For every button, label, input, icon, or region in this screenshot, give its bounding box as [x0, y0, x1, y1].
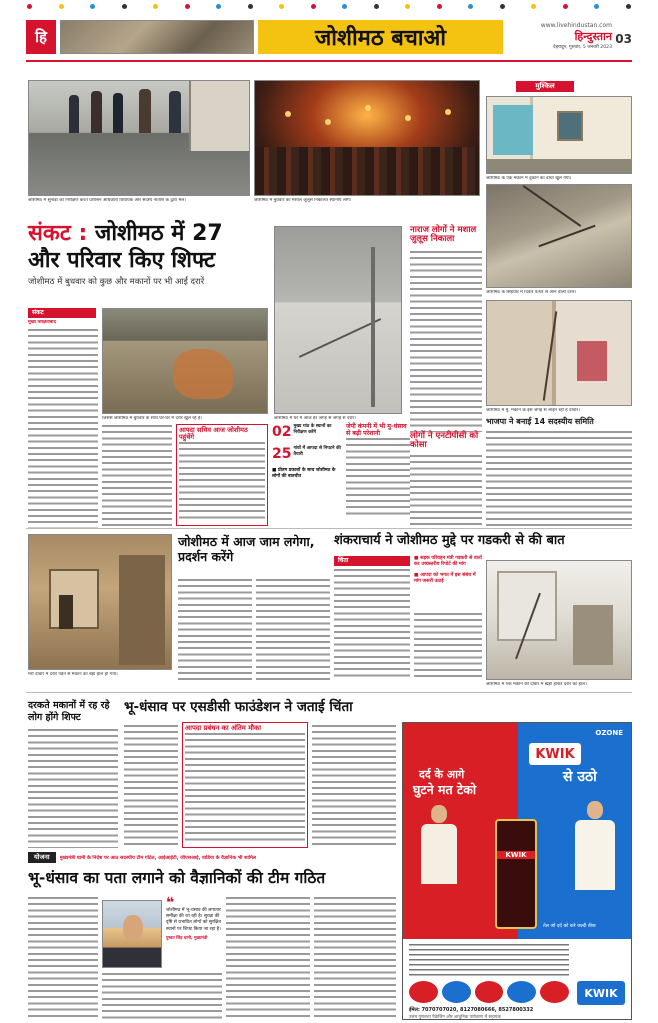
site-url[interactable]: www.livehindustan.com — [540, 22, 612, 29]
cm-photo — [102, 900, 162, 968]
committee-body — [486, 430, 632, 526]
ad-logo-top — [529, 743, 581, 765]
ad-sub: तेल जो दर्द को करे जल्दी ठीक — [543, 924, 596, 929]
stat-2 — [272, 446, 342, 462]
quote-text: जोशीमठ में भू-धंसाव की लगातार समीक्षा की जा रही है। सुरक्षा की दृष्टि से प्रभावित लोगों को सुरक्षित स्थानों पर शिफ्ट किया जा रहा है। — [166, 908, 221, 932]
masthead-right — [508, 22, 632, 54]
bottom-headline: भू-धंसाव का पता लगाने को वैज्ञानिकों की टीम गठित — [28, 869, 326, 887]
ad-person-right — [575, 801, 615, 911]
rule-2 — [26, 692, 632, 693]
masthead-photo — [60, 20, 254, 54]
stats-box — [272, 424, 342, 526]
shankar-bullet-1-text: सड़क परिवहन मंत्री गडकरी से वार्ता कर उच्चस्तरीय रिपोर्ट की मांग — [414, 556, 482, 568]
torch-headline: नाराज लोगों ने मशाल जुलूस निकाला — [410, 225, 477, 244]
protest-body-1 — [178, 578, 252, 680]
left-lower-headline: दरकते मकानों में रह रहे लोग होंगे शिफ्ट — [28, 700, 110, 723]
torch-body — [410, 250, 482, 432]
lead-body — [28, 328, 98, 528]
chinta-tag: चिंता — [334, 556, 410, 566]
shankar-headline: शंकराचार्य ने जोशीमठ मुद्दे पर गडकरी से की बात — [334, 533, 565, 548]
ad-footer-band — [403, 939, 632, 1020]
shankar-bullet-1: ■ सड़क परिवहन मंत्री गडकरी से वार्ता कर उच्चस्तरीय रिपोर्ट की मांग — [414, 556, 482, 568]
house-left-photo — [28, 534, 172, 670]
secretary-box — [176, 424, 268, 526]
ntpc-headline: लोगों ने एनटीपीसी को कोसा — [410, 431, 479, 450]
kwik-ad[interactable] — [402, 722, 632, 1020]
disaster-box-title: आपदा प्रबंधन का अंतिम मौका — [185, 724, 262, 732]
protest-body-2 — [256, 578, 330, 680]
top-center-photo — [254, 80, 480, 196]
shankar-body-2 — [414, 612, 482, 680]
masthead — [26, 18, 632, 62]
house-left-caption: मेरी दीवार में दरारें पड़ने से मकान का बड़ा हाल हो गया। — [28, 672, 118, 677]
ad-bottle-label: KWIK — [497, 851, 535, 859]
ad-brand-small: OZONE — [595, 729, 623, 737]
edition-date: देहरादून, गुरुवार, 5 जनवरी 2023 — [553, 45, 612, 50]
disaster-box — [182, 722, 308, 848]
protest-headline: जोशीमठ में आज जाम लगेगा, प्रदर्शन करेंगे — [178, 534, 315, 564]
ad-tagline-right: से उठो — [563, 769, 597, 785]
secretary-title: आपदा सचिव आज जोशीमठ पहुंचेंगे — [179, 426, 248, 441]
jp-body — [346, 437, 410, 515]
top-center-caption: जोशीमठ में बुधवार को मशाल जुलूस निकालते स्थानीय लोग। — [254, 198, 352, 203]
right-caption-1: जोशीमठ के एक मकान में दुकान का ढांचा खुल गया। — [486, 176, 572, 181]
ad-product-logo-bottom: KWIK — [577, 981, 625, 1005]
brand-logo: हि — [26, 20, 56, 54]
sdc-body-1 — [124, 724, 178, 848]
right-caption-2: जोशीमठ के सिंहधार में दिवार पत्थर से आने वाली दरारें। — [486, 290, 577, 295]
rule-1 — [26, 528, 632, 529]
yojana-line: मुख्यमंत्री धामी के निर्देश पर आठ सदस्यीय टीम गठित, आईआईटी, जीएसआई, वाडिया के वैज्ञानिक भी शामिल — [59, 854, 257, 861]
right-photo-1 — [486, 96, 632, 174]
right-caption-3: जोशीमठ में मु. मकान के इस जगह से लाइन रही हैं दीवारें। — [486, 408, 580, 413]
ad-footer: उत्तम गुणवत्ता पैकेजिंग और आधुनिक पर्यावरण में सहायक — [409, 1015, 501, 1020]
page-number: 03 — [615, 32, 632, 46]
sdc-body-2 — [312, 724, 396, 848]
ad-icons — [409, 981, 569, 1003]
right-kicker-tag: मुश्किल — [516, 81, 574, 92]
bottom-body-4 — [314, 896, 396, 1020]
lead-headline-prefix: संकट : — [28, 221, 88, 246]
stat-2-text: गांवों में आपदा से निपटने की तैयारी — [293, 446, 341, 457]
ad-product: KWIK — [535, 746, 575, 762]
stat-1 — [272, 424, 342, 440]
bottom-body-1 — [28, 896, 98, 1020]
top-decoration — [0, 0, 658, 12]
section-banner — [258, 20, 503, 54]
mid-left-photo — [102, 308, 268, 414]
lead-byline: मुख्य शिक्षिताबाद — [28, 320, 56, 325]
ad-tagline-left-2: घुटने मत टेको — [413, 782, 477, 797]
quote-mark: ❝ — [166, 895, 175, 911]
house-right-caption: जोशीमठ में एक मकान की दीवार में खड़ा होकर दरार का हाल। — [486, 682, 587, 687]
ad-product-bottle — [495, 819, 537, 929]
ad-phone: ईमेल: 7070707020, 8127080666, 8527800332 — [409, 1007, 534, 1013]
left-lower-body — [28, 728, 118, 848]
ad-body-lines — [409, 943, 569, 977]
top-left-photo — [28, 80, 250, 196]
stat-1-number: 02 — [272, 424, 292, 440]
mid-center-caption: जोशीमठ में घर में आज हर जगह से जगह से दरारें। — [274, 416, 356, 421]
shankar-bullet-2-text: आपदा को भगत में इस संबंध में मांग जरूरी उठाई — [414, 572, 476, 585]
jp-box — [346, 424, 410, 526]
stat-1-text: मुख्य गांठ के स्थानों का निरीक्षण करेंगे — [293, 424, 332, 435]
house-right-photo — [486, 560, 632, 680]
section-title: जोशीमठ बचाओ — [314, 26, 446, 51]
lead-headline-main: जोशीमठ में 27 — [95, 221, 223, 246]
lead-subhead: जोशीमठ में बुधवार को कुछ और मकानों पर भी आईं दरारें — [28, 277, 205, 287]
ad-tagline-left: दर्द के आगे — [419, 768, 465, 781]
right-photo-3 — [486, 300, 632, 406]
mid-center-photo — [274, 226, 402, 414]
shankar-body-1 — [334, 568, 410, 680]
masthead-rule — [26, 60, 632, 62]
stat-bullet-text: प्रीतम प्रकाशों के साथ जोशीमठ के लोगों की बातचीत — [272, 468, 336, 479]
quote-by: पुष्कर सिंह धामी, मुख्यमंत्री — [166, 934, 208, 940]
newspaper-brand: हिन्दुस्तान — [574, 30, 612, 43]
quote-box — [166, 895, 222, 978]
stat-bullet: ■ प्रीतम प्रकाशों के साथ जोशीमठ के लोगों की बातचीत — [272, 468, 336, 479]
bottom-body-2 — [102, 972, 222, 1020]
right-photo-2 — [486, 184, 632, 288]
lead-tag: संकट — [28, 308, 96, 318]
shankar-bullet-2: ■ आपदा को भगत में इस संबंध में मांग जरूरी उठाई — [414, 572, 476, 585]
lead-body-2 — [102, 424, 172, 528]
lead-headline — [28, 222, 223, 245]
committee-headline: भाजपा ने बनाई 14 सदस्यीय समिति — [486, 417, 594, 426]
yojana-strip — [28, 852, 396, 863]
yojana-tag: योजना — [28, 852, 56, 863]
jp-title: जेपी कंपनी में भी मु-धंसाव से बढ़ी परेशानी — [346, 423, 407, 437]
secretary-body — [179, 441, 265, 519]
disaster-box-body — [185, 732, 305, 842]
bottom-body-3 — [226, 896, 310, 1020]
ntpc-body — [410, 454, 482, 526]
ad-person-left — [421, 805, 457, 905]
sdc-headline: भू-धंसाव पर एसडीसी फाउंडेशन ने जताई चिंता — [124, 699, 353, 715]
mid-left-caption: जिससे जोशीमठ में बुधवार के साथ घर-घर में दरारें खुल रहे हैं। — [102, 416, 203, 421]
top-left-caption: जोशीमठ में सुनाड़ा का निरीक्षण करते प्रशासन अधिकारी विधायक और सदस्य नीतीश के द्वारा मेल। — [28, 198, 187, 203]
lead-headline-line2: और परिवार किए शिफ्ट — [28, 248, 216, 273]
stat-2-number: 25 — [272, 446, 292, 462]
shankar-bullets — [414, 556, 482, 586]
